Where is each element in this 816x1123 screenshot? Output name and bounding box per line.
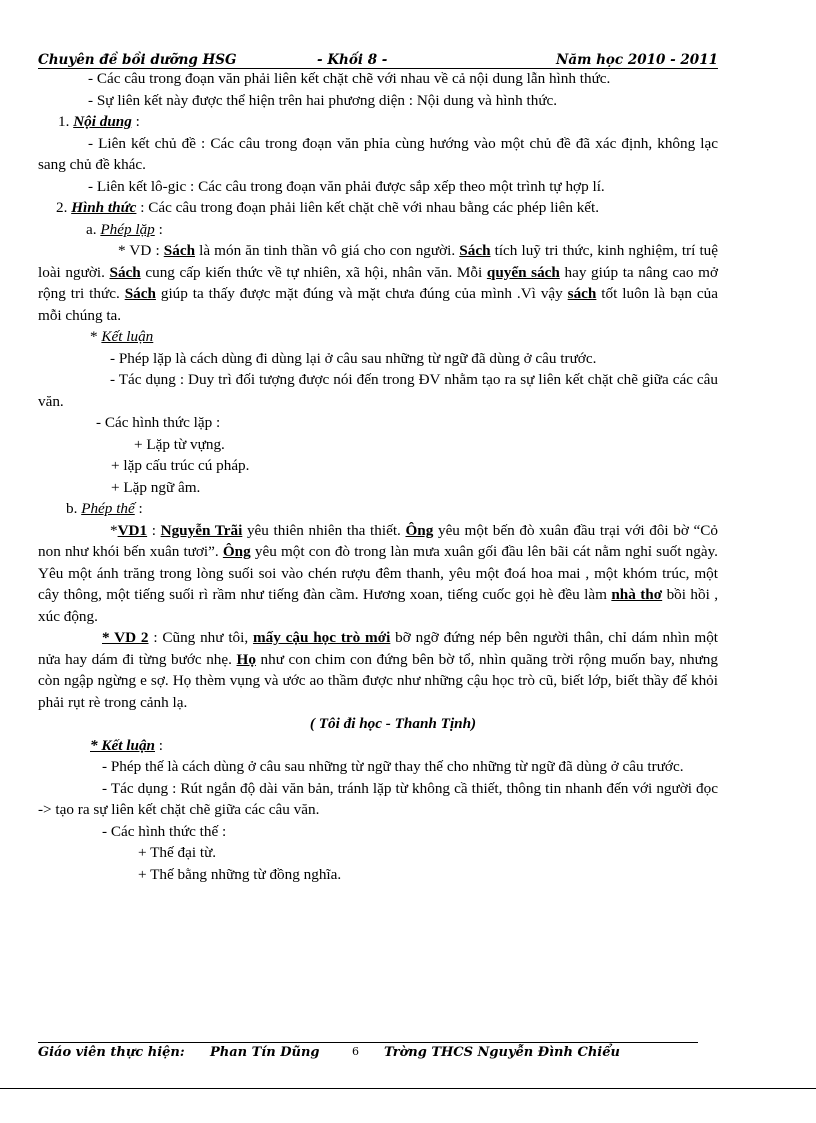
conclusion-2-item-b: - Tác dụng : Rút ngắn độ dài văn bản, tránh lặp từ không cầ thiết, thông tin nhanh đến với người đọc -> tạo ra sự liên kết chặt chẽ giữa các câu văn.: [38, 779, 718, 818]
example-repetition: * VD : Sách là món ăn tinh thần vô giá cho con người. Sách tích luỹ tri thức, kinh nghiệm, trí tuệ loài người. Sách cung cấp kiến thức về tự nhiên, xã hội, nhân văn. Mỗi quyển sách hay giúp ta nâng cao mở rộng tri thức. Sách giúp ta thấy được mặt đúng và mặt chưa đúng của mình .Vì vậy sách tốt luôn là bạn của mỗi chúng ta.: [38, 242, 718, 324]
forms-1-item: + Lặp ngữ âm.: [111, 478, 201, 496]
example-source: ( Tôi đi học - Thanh Tịnh): [309, 715, 477, 732]
bottom-divider: [0, 1088, 816, 1089]
section-1-item-b: - Liên kết lô-gic : Các câu trong đoạn văn phải được sắp xếp theo một trình tự hợp lí.: [88, 177, 605, 195]
conclusion-2-title: * Kết luận: [90, 736, 155, 754]
conclusion-2-heading: * Kết luận :: [90, 736, 164, 754]
page-header: [38, 50, 718, 69]
conclusion-1-title: Kết luận: [101, 328, 154, 345]
conclusion-1-item-b: - Tác dụng : Duy trì đối tượng được nói đến trong ĐV nhằm tạo ra sự liên kết chặt chẽ giữa các câu văn.: [38, 371, 718, 410]
forms-1-item: + Lặp từ vựng.: [134, 435, 225, 453]
footer-teacher-name: Phan Tín Dũng: [210, 1045, 320, 1060]
conclusion-1-heading: * Kết luận: [90, 328, 154, 345]
subsection-a-heading: a. Phép lặp :: [86, 220, 163, 238]
subsection-b-heading: b. Phép thế :: [66, 500, 143, 517]
header-subject: Chuyên đề bồi dưỡng HSG: [38, 52, 237, 68]
forms-2-item: + Thế bằng những từ đồng nghĩa.: [138, 865, 342, 883]
forms-2-title: - Các hình thức thế :: [102, 822, 227, 840]
section-2-heading: 2. Hình thức : Các câu trong đoạn phải liên kết chặt chẽ với nhau bằng các phép liên kết.: [56, 199, 600, 216]
header-grade: - Khối 8 -: [317, 52, 388, 68]
subsection-b-title: Phép thế: [81, 500, 135, 517]
conclusion-1-item-a: - Phép lặp là cách dùng đi dùng lại ở câu sau những từ ngữ đã dùng ở câu trước.: [110, 349, 597, 367]
forms-1-title: - Các hình thức lặp :: [96, 414, 221, 431]
example-substitution-1: *VD1 : Nguyễn Trãi yêu thiên nhiên tha thiết. Ông yêu một bến đò xuân đầu trại với đôi bờ “Cỏ non như khói bến xuân tươi”. Ông yêu một con đò trong làn mưa xuân gối đầu lên bãi cát nằm nghỉ suốt ngày. Yêu một ánh trăng trong lòng suối soi vào chén rượu đêm thanh, yêu một đoá hoa mai , một khóm trúc, một cây thông, một tiếng suối rì rầm như tiếng đàn cầm. Hương xoan, tiếng cuốc gọi hè đều làm nhà thơ bồi hồi , xúc động.: [38, 521, 718, 625]
conclusion-2-item-a: - Phép thế là cách dùng ở câu sau những từ ngữ thay thế cho những từ ngữ đã dùng ở câu trước.: [102, 758, 684, 775]
paragraph-intro-1: - Các câu trong đoạn văn phải liên kết chặt chẽ với nhau về cả nội dung lẫn hình thức.: [88, 70, 611, 87]
page-footer: [38, 1042, 698, 1060]
section-2-title: Hình thức: [71, 199, 137, 216]
page-number: 6: [352, 1045, 359, 1058]
footer-teacher-label: Giáo viên thực hiện:: [38, 1045, 185, 1060]
section-1-heading: 1. Nội dung :: [58, 113, 140, 130]
document-body: [38, 68, 718, 885]
section-1-title: Nội dung: [73, 113, 132, 130]
forms-1-item: + lặp cấu trúc cú pháp.: [111, 457, 250, 474]
header-year: Năm học 2010 - 2011: [556, 52, 718, 68]
forms-2-item: + Thế đại từ.: [138, 844, 217, 861]
section-1-item-a: - Liên kết chủ đề : Các câu trong đoạn văn phỉa cùng hướng vào một chủ đề đã xác định, không lạc sang chủ đề khác.: [38, 134, 718, 173]
paragraph-intro-2: - Sự liên kết này được thể hiện trên hai phương diện : Nội dung và hình thức.: [88, 91, 558, 109]
example-substitution-2: * VD 2 : Cũng như tôi, mấy cậu học trò mới bỡ ngỡ đứng nép bên người thân, chỉ dám nhìn một nửa hay dám đi từng bước nhẹ. Họ như con chim con đứng bên bờ tổ, nhìn quãng trời rộng muốn bay, nhưng còn ngập ngừng e sợ. Họ thèm vụng và ước ao thầm được như những cậu học trò cũ, biết lớp, biết thầy để khỏi phải rụt rè trong cảnh lạ.: [38, 629, 719, 711]
subsection-a-title: Phép lặp: [100, 220, 155, 238]
footer-school: Trờng THCS Nguyễn Đình Chiểu: [384, 1045, 620, 1060]
